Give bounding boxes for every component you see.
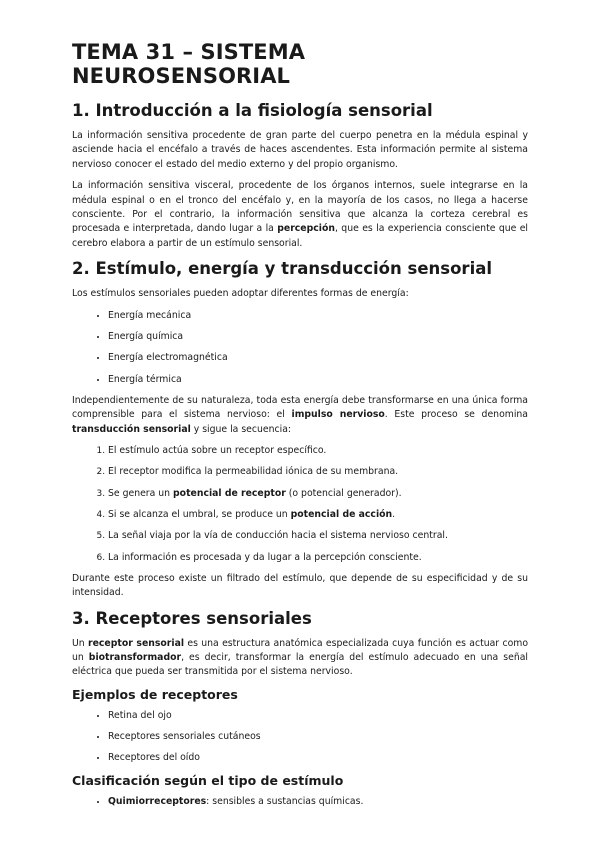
term-impulso-nervioso: impulso nervioso	[291, 409, 385, 421]
list-item: • Receptores del oído	[108, 751, 528, 765]
section-2-heading: 2. Estímulo, energía y transducción sensorial	[72, 259, 493, 279]
list-item: 1. El estímulo actúa sobre un receptor específico.	[108, 444, 528, 458]
section-1-paragraph-1: La información sensitiva procedente de gran parte del cuerpo penetra en la médula espinal y asciende hacia el encéfalo a través de haces ascendentes. Esta información permite al sistema nervioso conocer el estado del medio externo y del propio organismo.	[72, 130, 528, 170]
section-2-paragraph-3: Durante este proceso existe un filtrado del estímulo, que depende de su especificidad y de su intensidad.	[72, 572, 528, 599]
term-receptor-sensorial: receptor sensorial	[88, 637, 185, 649]
list-item: 3. Se genera un potencial de receptor (o potencial generador).	[108, 487, 528, 501]
page-title: TEMA 31 – SISTEMA NEUROSENSORIAL	[72, 40, 306, 88]
classification-list	[72, 795, 528, 809]
term-transduccion-sensorial: transducción sensorial	[72, 423, 191, 435]
examples-subheading: Ejemplos de receptores	[72, 686, 238, 702]
list-item: • Receptores sensoriales cutáneos	[108, 730, 528, 744]
list-item: • Energía electromagnética	[108, 351, 528, 365]
section-2-intro: Los estímulos sensoriales pueden adoptar diferentes formas de energía:	[72, 288, 409, 300]
classification-subheading: Clasificación según el tipo de estímulo	[72, 772, 344, 788]
term-percepcion: percepción	[277, 223, 335, 235]
transduction-steps-list	[72, 444, 528, 564]
receptor-examples-list	[72, 709, 528, 766]
section-2-paragraph-2: Independientemente de su naturaleza, toda esta energía debe transformarse en una única forma comprensible para el sistema nervioso: el impulso nervioso. Este proceso se denomina transducción sensorial y sigue la secuencia:	[72, 394, 528, 435]
list-item: • Retina del ojo	[108, 709, 528, 723]
list-item: 2. El receptor modifica la permeabilidad iónica de su membrana.	[108, 465, 528, 479]
list-item: 5. La señal viaja por la vía de conducción hacia el sistema nervioso central.	[108, 529, 528, 543]
energy-list	[72, 309, 528, 387]
list-item: 4. Si se alcanza el umbral, se produce un potencial de acción.	[108, 508, 528, 522]
section-1-heading: 1. Introducción a la fisiología sensorial	[72, 101, 433, 120]
list-item: 6. La información es procesada y da lugar a la percepción consciente.	[108, 551, 528, 565]
list-item: • Energía térmica	[108, 373, 528, 387]
section-3-paragraph-1: Un receptor sensorial es una estructura anatómica especializada cuya función es actuar como un biotransformador, es decir, transformar la energía del estímulo adecuado en una señal eléctrica que pueda ser transmitida por el sistema nervioso.	[72, 637, 529, 678]
term-biotransformador: biotransformador	[88, 652, 182, 664]
list-item: • Energía química	[108, 330, 528, 344]
list-item: • Energía mecánica	[108, 309, 528, 323]
section-1-paragraph-2: La información sensitiva visceral, procedente de los órganos internos, suele integrarse en la médula espinal o en el tronco del encéfalo y, en la mayoría de los casos, no llega a hacerse consciente. Por el contrario, la información sensitiva que alcanza la corteza cerebral es procesada e interpretada, dando lugar a la percepción, que es la experiencia consciente que el cerebro elabora a partir de un estímulo sensorial.	[72, 180, 529, 249]
list-item: • Quimiorreceptores: sensibles a sustancias químicas.	[108, 795, 528, 809]
section-3-heading: 3. Receptores sensoriales	[72, 608, 312, 628]
